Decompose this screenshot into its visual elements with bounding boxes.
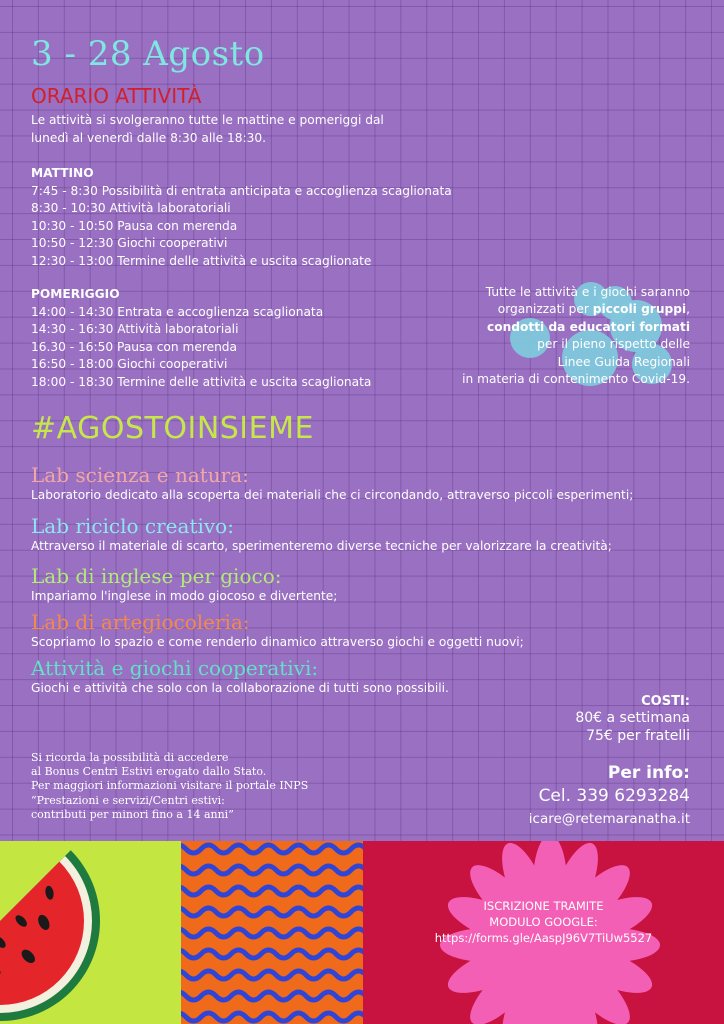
- lab-title: Lab di inglese per gioco:: [31, 564, 282, 588]
- lab-inglese: [31, 564, 337, 604]
- lab-title: Lab scienza e natura:: [31, 463, 249, 487]
- wave-pattern: [181, 841, 363, 1024]
- wave-line: [181, 908, 363, 916]
- wave-line: [181, 971, 363, 979]
- note-line: [390, 301, 690, 318]
- wave-line: [181, 845, 363, 853]
- watermelon-panel: [0, 841, 181, 1024]
- schedule-item: 8:30 - 10:30 Attività laboratoriali: [31, 201, 231, 216]
- schedule-item: 18:00 - 18:30 Termine delle attività e uscita scaglionata: [31, 374, 372, 389]
- wave-line: [181, 866, 363, 874]
- weekly-price: 80€ a settimana: [575, 710, 690, 726]
- intro-text: [31, 112, 411, 147]
- lab-desc: Scopriamo lo spazio e come renderlo dinamico attraverso giochi e oggetti nuovi;: [31, 635, 524, 649]
- lab-title: Attività e giochi cooperativi:: [31, 656, 319, 680]
- afternoon-heading: POMERIGGIO: [31, 287, 120, 301]
- morning-schedule: [31, 165, 452, 271]
- note-text: ,: [686, 302, 690, 317]
- schedule-item: 10:30 - 10:50 Pausa con merenda: [31, 218, 238, 233]
- bonus-line: “Prestazioni e servizi/Centri estivi:: [31, 793, 225, 807]
- sibling-price: 75€ per fratelli: [586, 728, 690, 744]
- schedule-item: 10:50 - 12:30 Giochi cooperativi: [31, 236, 228, 251]
- schedule-item: 14:30 - 16:30 Attività laboratoriali: [31, 322, 239, 337]
- schedule-item: 16:50 - 18:00 Giochi cooperativi: [31, 357, 228, 372]
- bonus-line: al Bonus Centri Estivi erogato dallo Stato.: [31, 765, 267, 779]
- registration-link[interactable]: https://forms.gle/AaspJ96V7TiUw5527: [434, 931, 653, 945]
- info-heading: Per info:: [607, 763, 690, 783]
- intro-line: Le attività si svolgeranno tutte le mattine e pomeriggi dal: [31, 113, 384, 127]
- lab-scienza: [31, 463, 633, 503]
- note-line: in materia di contenimento Covid-19.: [462, 372, 690, 387]
- wave-line: [181, 1013, 363, 1021]
- lab-desc: Attraverso il materiale di scarto, sperimenteremo diverse tecniche per valorizzare la creatività;: [31, 539, 612, 553]
- schedule-item: 7:45 - 8:30 Possibilità di entrata anticipata e accoglienza scaglionata: [31, 183, 452, 198]
- note-bold: piccoli gruppi: [592, 302, 687, 317]
- wave-line: [181, 929, 363, 937]
- lab-title: Lab riciclo creativo:: [31, 514, 234, 538]
- note-line: Linee Guida Regionali: [557, 354, 690, 369]
- bonus-line: Si ricorda la possibilità di accedere: [31, 751, 229, 764]
- note-line: [390, 319, 690, 336]
- lab-title: Lab di artegiocoleria:: [31, 610, 250, 634]
- bonus-note: [31, 751, 331, 822]
- schedule-heading: ORARIO ATTIVITÀ: [31, 84, 202, 108]
- wave-panel: [181, 841, 363, 1024]
- phone-number[interactable]: Cel. 339 6293284: [538, 786, 690, 806]
- afternoon-schedule: [31, 286, 371, 392]
- wave-line: [181, 950, 363, 958]
- lab-desc: Impariamo l'inglese in modo giocoso e divertente;: [31, 589, 338, 603]
- registration-line: MODULO GOOGLE:: [489, 915, 598, 929]
- hashtag: #AGOSTOINSIEME: [31, 411, 314, 446]
- note-line: Tutte le attività e i giochi saranno: [485, 285, 690, 299]
- lab-desc: Giochi e attività che solo con la collaborazione di tutti sono possibili.: [31, 681, 449, 695]
- lab-cooperativi: [31, 656, 449, 696]
- schedule-item: 16.30 - 16:50 Pausa con merenda: [31, 339, 238, 354]
- morning-heading: MATTINO: [31, 166, 94, 180]
- lab-desc: Laboratorio dedicato alla scoperta dei materiali che ci circondando, attraverso piccoli esperimenti;: [31, 488, 634, 502]
- costs-block: [575, 694, 690, 745]
- costs-heading: COSTI:: [641, 694, 690, 709]
- lab-riciclo: [31, 514, 612, 554]
- registration-line: ISCRIZIONE TRAMITE: [483, 899, 604, 913]
- note-bold: condotti da educatori formati: [487, 319, 690, 334]
- intro-line: lunedì al venerdì dalle 8:30 alle 18:30.: [31, 130, 266, 145]
- bonus-line: contributi per minori fino a 14 anni”: [31, 807, 234, 821]
- safety-note: [390, 284, 690, 388]
- email-address[interactable]: icare@retemaranatha.it: [528, 811, 690, 827]
- schedule-item: 14:00 - 14:30 Entrata e accoglienza scaglionata: [31, 304, 324, 319]
- watermelon-illustration: [0, 841, 181, 1024]
- lab-artegiocoleria: [31, 610, 524, 650]
- page-title: 3 - 28 Agosto: [31, 34, 265, 74]
- bonus-line: Per maggiori informazioni visitare il portale INPS: [31, 779, 309, 793]
- schedule-item: 12:30 - 13:00 Termine delle attività e uscita scaglionate: [31, 253, 372, 268]
- note-line: per il pieno rispetto delle: [537, 337, 690, 352]
- info-block: [529, 762, 690, 830]
- registration-info: [363, 898, 724, 946]
- wave-line: [181, 992, 363, 1000]
- wave-line: [181, 887, 363, 895]
- note-text: organizzati per: [497, 302, 593, 317]
